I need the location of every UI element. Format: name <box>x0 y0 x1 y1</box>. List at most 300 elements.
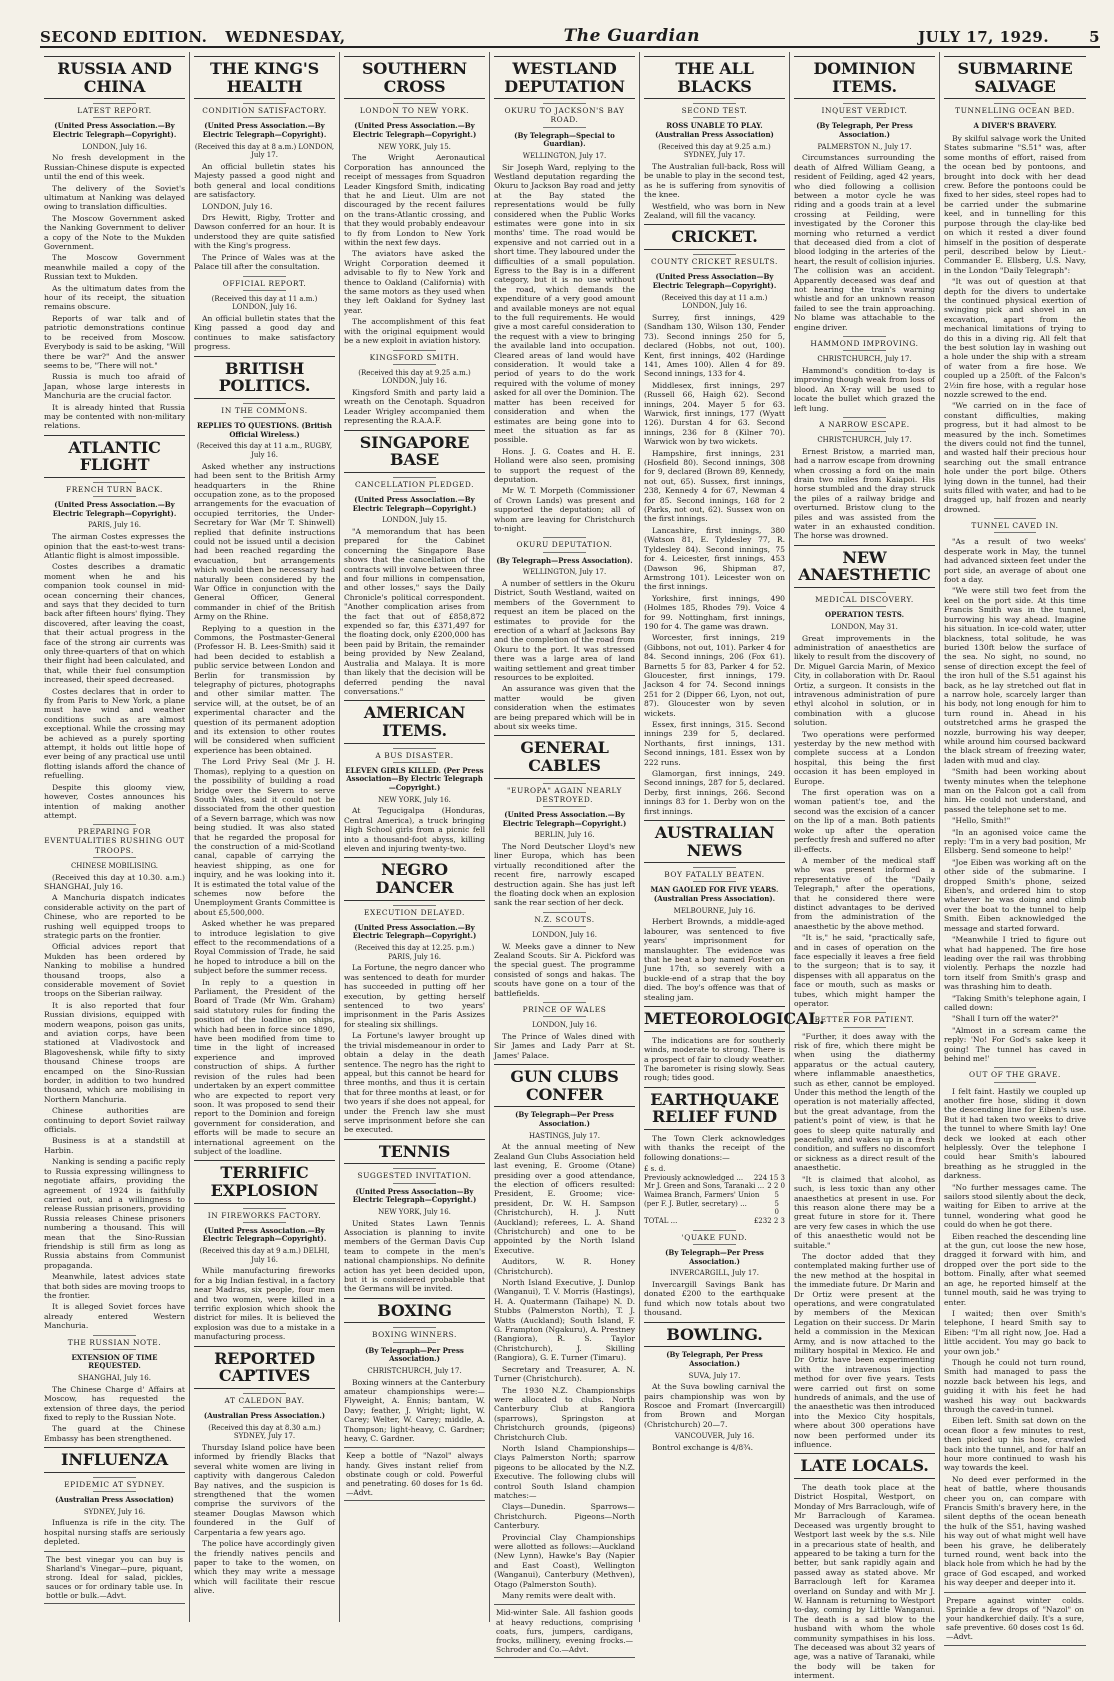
story-dateline: WELLINGTON, July 17. <box>522 568 607 577</box>
story-paragraph: The delivery of the Soviet's ultimatum at Nanking was delayed owing to translation difficulties. <box>44 183 185 212</box>
story-paragraph: No fresh development in the Russian-Chinese dispute is expected until the end of this week. <box>44 153 185 182</box>
story-dateline: CHRISTCHURCH, July 17. <box>817 436 912 445</box>
story-paragraph: Asked whether any instructions had been sent to the British Army headquarters in the Rhine occupation zone, as to the proposed arrangements for the evacuation of occupied territories, the Under-Secretary for War (Mr T. Shinwell) replied that definite instructions could not be issued until a decision had been reached regarding the evacuation, but arrangements which would then be necessary had naturally been considered by the War Office in conjunction with the General Officer, General commander in chief of the British Army on the Rhine. <box>194 461 335 622</box>
story-paragraph: A member of the medical staff who was present informed a representative of the "Daily Telegraph," after the operations, that he considered there were distinct advantages to be derived from the administration of the anaesthetic by the above method. <box>794 855 935 931</box>
story-paragraph: LONDON, July 16. <box>202 201 273 211</box>
story-paragraph: The indications are for southerly winds, moderate to strong. There is a prospect of fair to cloudy weather. The barometer is rising slowly. Seas rough; tides good. <box>644 1035 785 1083</box>
story-headline: GENERAL CABLES <box>494 735 635 778</box>
story-dateline: LONDON, July 15. <box>382 516 447 525</box>
story-source: (By Telegraph—Per Press Association.) <box>515 1110 614 1128</box>
story-headline: BRITISH POLITICS. <box>194 356 335 399</box>
story-paragraph: "A memorandum that has been prepared for the Cabinet concerning the Singapore Base shows that the cancellation of the contracts will involve between three and four millions in compensation, and other losses," says the Daily Chronicle's political correspondent. "Another complication arises from the fact that out of £858,872 expended so far, this £371,497 for the floating dock, only £200,000 has been paid by Britain, the remainder being provided by New Zealand, Australia and Malaya. It is more than likely that the decision will be deferred pending the naval conversations." <box>344 527 485 696</box>
story-paragraph: "Shall I turn off the water?" <box>952 1014 1059 1024</box>
story-source: (Australian Press Association) <box>55 1494 174 1504</box>
news-story <box>794 417 935 541</box>
news-story <box>644 1432 785 1452</box>
story-headline: DOMINION ITEMS. <box>794 56 935 99</box>
story-paragraph: Hammond's condition to-day is improving though weak from loss of blood. An X-ray will be used to locate the bullet which grazed the left lung. <box>794 365 935 413</box>
story-paragraph: "Taking Smith's telephone again, I called down: <box>944 993 1086 1012</box>
story-paragraph: Worcester, first innings, 219 (Gibbons, not out, 101). Parker 4 for 84. Second innings, 206 (Fox 61). Barnetts 5 for 83, Parker 4 for 52. Gloucester, first innings, 179. Jackson 4 for 74. Second innings 251 for 2 (Dipper 66, Lyon, not out, 87). Gloucester won by seven wickets. <box>644 633 785 718</box>
story-paragraph: Influenza is rife in the city. The hospital nursing staffs are seriously depleted. <box>44 1518 185 1547</box>
story-source: (United Press Association.—By Electric Telegraph—Copyright.) <box>352 922 477 941</box>
story-paragraph: The first operation was on a woman patient's toe, and the second was the excision of a cancer on the lip of a man. Both patients woke up after the operation perfectly fresh and suffered no after ill-effects. <box>794 788 935 854</box>
story-paragraph: Yorkshire, first innings, 490 (Holmes 185, Rhodes 79). Voice 4 for 99. Nottingham, first innings, 190 for 4. The game was drawn. <box>644 593 785 631</box>
story-paragraph: The guard at the Chinese Embassy has been strengthened. <box>44 1424 185 1443</box>
story-dateline: PARIS, July 16. <box>87 521 142 530</box>
story-paragraph: "It is," he said, "practically safe, and in cases of operation on the face especially it leaves a free field to the surgeon; that is to say, it dispenses with all apparatus on the face or mouth, such as masks or tubes, which might hamper the operator. <box>794 933 935 1009</box>
fund-label: Mr J. Green and Sons, Taranaki ... <box>644 1182 765 1191</box>
story-paragraph: Eiben left. Smith sat down on the ocean floor a few minutes to rest, then picked up his hose, crawled back into the tunnel, and for half an hour more continued to wash his way towards the keel. <box>944 1416 1086 1473</box>
story-paragraph: Reports of war talk and of patriotic demonstrations continue to be received from Moscow. Everybody is said to be asking, "Will there be war?" And the answer seems to be, "There will not." <box>44 313 185 370</box>
story-subhead: A NARROW ESCAPE. <box>794 417 935 432</box>
story-dateline: LONDON, July 16. <box>82 142 147 151</box>
story-paragraph: At Tegucigalpa (Honduras, Central America), a truck bringing High School girls from a picnic fell into a thousand-foot abyss, killing eleven and injuring twenty-two. <box>344 806 485 853</box>
story-paragraph: An official bulletin states that the King passed a good day and continues to make satisfactory progress. <box>194 314 335 352</box>
story-subhead: OKURU TO JACKSON'S BAY ROAD. <box>494 103 635 127</box>
story-subhead: N.Z. SCOUTS. <box>494 912 635 927</box>
story-headline: EARTHQUAKE RELIEF FUND <box>644 1087 785 1130</box>
story-source: EXTENSION OF TIME REQUESTED. <box>71 1352 158 1371</box>
fund-value: 224 15 3 <box>753 1173 785 1182</box>
story-paragraph: Mr W. T. Morpeth (Commissioner of Crown Lands) was present and supported the deputation; all of whom are leaving for Christchurch to-night. <box>494 486 635 533</box>
story-dateline: WELLINGTON, July 17. <box>522 151 607 160</box>
news-story <box>344 56 485 346</box>
story-dateline: (Received this day at 11 a.m.) LONDON, July 16. <box>661 293 768 311</box>
column-3 <box>340 52 490 1622</box>
story-subhead: INQUEST VERDICT. <box>794 103 935 118</box>
news-story <box>794 1012 935 1449</box>
story-source: (United Press Association.—By Electric Telegraph—Copyright). <box>202 1225 327 1244</box>
story-subhead: LATEST REPORT. <box>44 103 185 118</box>
news-story <box>644 1322 785 1430</box>
story-dateline: (Received this day at 9 a.m.) DELHI, July 16. <box>199 1247 330 1264</box>
story-dateline: (Received this day at 11 a.m.) LONDON, July 16. <box>211 294 318 312</box>
story-paragraph: I felt faint. Hastily we coupled up another fire hose, sliding it down the descending line for Eiben's use. But it had taken two weeks to drive the tunnel to where Smith lay! One deck we looked at each other helplessly. Over the telephone I could hear Smith's laboured breathing as he struggled in the darkness. <box>944 1086 1086 1181</box>
story-paragraph: Boxing winners at the Canterbury amateur championships were:—Flyweight, A. Ennis; bantam, W. Davy; feather, J. Wright; light, W. Carey; Welter, W. Carey; middle, A. Thompson; light-heavy, C. Gardner; heavy, C. Gardner. <box>344 1377 485 1444</box>
story-subhead: A BUS DISASTER. <box>344 748 485 763</box>
news-story <box>494 912 635 998</box>
story-source: (By Telegraph—Per Press Association.) <box>665 1248 764 1266</box>
story-paragraph: Provincial Clay Championships were allotted as follows:—Auckland (New Lynn), Hawke's Bay (Napier and East Coast), Wellington (Wanganui), Canterbury (Methven), Otago (Palmerston South). <box>494 1532 635 1589</box>
story-subhead: PRINCE OF WALES <box>494 1002 635 1017</box>
story-paragraph: Hons. J. G. Coates and H. E. Holland were also seen, promising to support the request of the deputation. <box>494 446 635 484</box>
news-story <box>644 820 785 1002</box>
story-paragraph: The aviators have asked the Wright Corporation deemed it advisable to fly to New York and thence to Oakland (California) with the same motors as they used when they left Oakland for Sydney last year. <box>344 249 485 315</box>
story-source: (United Press Association.—By Electric Telegraph—Copyright.) <box>352 121 477 140</box>
story-paragraph: It is also reported that four Russian divisions, equipped with modern weapons, poison gas units, and aviation corps, have been stationed at Vladivostock and Blagoveshensk, while fifty to sixty thousand Chinese troops are encamped on the Sino-Russian border, in addition to two hundred thousand, which are mobilising in Northern Manchuria. <box>44 1000 185 1104</box>
story-subhead: HAMMOND IMPROVING. <box>794 336 935 351</box>
story-dateline: NEW YORK, July 15. <box>378 142 451 151</box>
story-dateline: INVERCARGILL, July 17. <box>670 1269 759 1278</box>
story-source: (By Telegraph—Per Press Association.) <box>365 1345 464 1364</box>
story-subhead: 'QUAKE FUND. <box>644 1230 785 1245</box>
news-story <box>344 857 485 1134</box>
story-source: (United Press Association—By Electric Telegraph—Copyright). <box>652 272 777 290</box>
news-story <box>194 1160 335 1341</box>
story-dateline: (Received this day at 11 a.m., RUGBY, July 16. <box>196 442 333 460</box>
story-source: A DIVER'S BRAVERY. <box>973 121 1057 131</box>
story-subhead: OUT OF THE GRAVE. <box>944 1067 1086 1082</box>
story-dateline: BERLIN, July 16. <box>534 831 595 840</box>
story-dateline: (Received this day at 8 a.m.) LONDON, July 17. <box>194 142 335 160</box>
story-paragraph: Eiben reached the descending line at the gun, cut loose the new hose, dragged it forward with him, and dropped over the port side to the bottom. Finally, after what seemed an age, he reported himself at the tunnel mouth, said he was trying to enter. <box>944 1231 1086 1307</box>
news-story <box>494 56 635 533</box>
story-source: (By Telegraph—Special to Guardian). <box>514 130 615 149</box>
story-subhead: COUNTY CRICKET RESULTS. <box>644 254 785 269</box>
advertisement: Prepare against winter colds. Sprinkle a few drops of "Nazol" on your handkerchief daily. It's a sure, safe preventive. 60 doses cost 1s 6d.—Advt. <box>944 1592 1086 1646</box>
story-paragraph: A Manchuria dispatch indicates considerable activity on the part of Chinese, who are reported to be rushing well equipped troops to strategic parts on the frontier. <box>44 893 185 940</box>
news-story <box>44 1447 185 1546</box>
story-paragraph: Meanwhile, latest advices state that both sides are moving troops to the frontier. <box>44 1272 185 1300</box>
story-paragraph: The Nord Deutscher Lloyd's new liner Europa, which has been virtually reconditioned after the recent fire, narrowly escaped destruction again. She has just left the floating dock when an explosion sank the rear section of her deck. <box>494 841 635 908</box>
news-story <box>794 545 935 1009</box>
story-paragraph: Lancashire, first innings, 380 (Watson 81, E. Tyldesley 77, R. Tyldesley 84). Second innings, 75 for 4. Leicester, first innings, 453 (Dawson 96, Shipman 87, Armstrong 101). Leicester won on the first innings. <box>644 525 785 592</box>
story-paragraph: Bontrol exchange is 4/8¾. <box>652 1442 753 1452</box>
fund-row <box>644 1182 785 1191</box>
story-paragraph: Hampshire, first innings, 231 (Hosfield 80). Second innings, 308 for 9, declared (Brown 89, Kennedy, not out, 65). Sussex, first innings, 238, Kennedy 4 for 67, Newman 4 for 85. Second innings, 168 for 2 (Parks, not out, 62). Sussex won on the first innings. <box>644 448 785 524</box>
story-subhead: KINGSFORD SMITH. <box>344 350 485 365</box>
news-story <box>44 56 185 431</box>
story-subhead: TUNNEL CAVED IN. <box>944 518 1086 533</box>
story-subhead: TUNNELLING OCEAN BED. <box>944 103 1086 118</box>
story-dateline: LONDON, July 16. <box>532 1021 597 1030</box>
news-story <box>644 1087 785 1162</box>
story-paragraph: At the annual meeting of New Zealand Gun Clubs Association held last evening, E. Groome (Otane) presiding over a good attendance, the election of officers resulted: President, E. Groome; vice-president, Dr. W. H. Sampson (Christchurch), H. J. Nutt (Auckland); referees, L. A. Shand (Christchurch) and one to be appointed by the North Island Executive. <box>494 1142 635 1255</box>
news-story <box>944 1067 1086 1587</box>
news-story <box>344 700 485 853</box>
story-paragraph: Replying to a question in the Commons, the Postmaster-General (Professor H. B. Lees-Smith) said it had been decided to establish a public service between London and Berlin for transmission by telegraphy of pictures, photographs and other similar matter. The service will, at the outset, be of an experimental character and the question of its permanent adoption and its extension to other routes will be considered when sufficient experience has been obtained. <box>194 623 335 755</box>
story-paragraph: "Further, it does away with the risk of fire, which there might be when using the diathermy apparatus or the actual cautery, where inflammable anaesthetics, such as ether, cannot be employed. Under this method the length of the operation is not materially affected, but the great advantage, from the patient's point of view, is that he goes to sleep quite naturally and peacefully, and wakes up in a fresh condition, and suffers no discomfort or sickness as a direct result of the anaesthetic. <box>794 1031 935 1173</box>
news-story <box>194 1346 335 1596</box>
story-subhead: EXECUTION DELAYED. <box>344 905 485 920</box>
advertisement: Mid-winter Sale. All fashion goods at heavy reductions, comprising coats, furs, jumpers, cardigans, frocks, millinery, evening frocks.—Schroder and Co.—Advt. <box>494 1604 635 1658</box>
story-paragraph: Westfield, who was born in New Zealand, will fill the vacancy. <box>644 201 785 221</box>
story-paragraph: Many remits were dealt with. <box>502 1591 616 1601</box>
story-paragraph: It is alleged Soviet forces have already entered Western Manchuria. <box>44 1302 185 1331</box>
story-paragraph: While manufacturing fireworks for a big Indian festival, in a factory near Madras, six people, four men and two women, were killed in a terrific explosion which shook the district for miles. It is believed the explosion was due to a mistake in a manufacturing process. <box>194 1266 335 1342</box>
story-dateline: HASTINGS, July 17. <box>529 1131 600 1140</box>
story-dateline: MELBOURNE, July 16. <box>673 906 756 915</box>
story-subhead: OKURU DEPUTATION. <box>494 537 635 552</box>
story-dateline: (Received this day at 12.25. p.m.) PARIS, July 16. <box>354 944 475 961</box>
story-subhead: LONDON TO NEW YORK. <box>344 103 485 118</box>
story-paragraph: The Australian full-back, Ross will be unable to play in the second test, as he is suffering from synovitis of the knee. <box>644 162 785 200</box>
story-dateline: CHINESE MOBILISING. <box>70 861 159 870</box>
story-subhead: AT CALEDON BAY. <box>194 1393 335 1408</box>
news-story <box>794 1453 935 1680</box>
story-subhead: THE RUSSIAN NOTE. <box>44 1335 185 1350</box>
story-dateline: LONDON, July 16. <box>532 930 597 939</box>
story-source: (United Press Association.—By Electric Telegraph—Copyright.) <box>502 809 627 828</box>
story-paragraph: "Hello, Smith!" <box>952 816 1011 826</box>
story-source: OPERATION TESTS. <box>824 610 905 620</box>
story-headline: NEW ANAESTHETIC <box>794 545 935 588</box>
story-dateline: NEW YORK, July 16. <box>378 1207 451 1216</box>
news-story <box>44 824 185 1330</box>
story-dateline: CHRISTCHURCH, July 17. <box>817 355 912 364</box>
story-subhead: BOY FATALLY BEATEN. <box>644 867 785 882</box>
news-story <box>944 518 1086 1063</box>
news-story <box>794 336 935 413</box>
story-paragraph: "Meanwhile I tried to figure out what had happened. The fire hose leading over the rail was throbbing violently. Perhaps the nozzle had torn itself from Smith's grasp and was thrashing him to death. <box>944 935 1086 992</box>
story-paragraph: United States Lawn Tennis Association is planning to invite members of the German Davis Cup team to compete in the men's national championships. No definite action has yet been decided upon, but it is considered probable that the Germans will be invited. <box>344 1218 485 1294</box>
story-paragraph: Despite this gloomy view, however, Costes announces his intention of making another attempt. <box>44 782 185 820</box>
story-dateline: (Received this day at 9.25 a.m.) SYDNEY, July 17. <box>658 142 771 160</box>
story-paragraph: No deed ever performed in the heat of battle, where thousands cheer you on, can compare with Francis Smith's bravery here, in the silent depths of the ocean beneath the hulk of the S51, having washed his way out of what might well have been his grave, he deliberately turned round, went back into the black hole from which he had by the grace of God escaped, and worked his way deeper and deeper into it. <box>944 1474 1086 1588</box>
story-paragraph: Nanking is sending a pacific reply to Russia expressing willingness to negotiate affairs, providing the agreement of 1924 is faithfully carried out, and a willingness to release Russian prisoners, providing Russia releases Chinese prisoners numbering a thousand. This will mean that the Sino-Russian friendship is still firm as long as Russia abstains from Communist propaganda. <box>44 1157 185 1270</box>
story-headline: TENNIS <box>344 1139 485 1165</box>
story-source: (Australian Press Association.) <box>203 1411 326 1421</box>
story-headline: TERRIFIC EXPLOSION <box>194 1160 335 1203</box>
story-paragraph: The Town Clerk acknowledges with thanks the receipt of the following donations:— <box>644 1133 785 1162</box>
story-subhead: EPIDEMIC AT SYDNEY. <box>44 1477 185 1492</box>
news-story <box>644 56 785 220</box>
story-paragraph: Invercargill Savings Bank has donated £200 to the earthquake fund which now totals about two thousand. <box>644 1280 785 1318</box>
news-story <box>344 430 485 697</box>
story-paragraph: Essex, first innings, 315. Second innings 239 for 5, declared. Northants, first innings, 131. Second innings, 181. Essex won by 222 runs. <box>644 720 785 767</box>
story-headline: SINGAPORE BASE <box>344 430 485 473</box>
story-dateline: NEW YORK, July 16. <box>378 795 451 804</box>
story-source: REPLIES TO QUESTIONS. (British Official Wireless.) <box>197 421 332 439</box>
news-story <box>644 224 785 816</box>
fund-row <box>644 1191 785 1217</box>
story-paragraph: Surrey, first innings, 429 (Sandham 130, Wilson 130, Fender 73). Second innings 250 for 5, declared (Hobbs, not out, 100). Kent, first innings, 402 (Hardinge 141, Ames 100). Allen 4 for 89. Second innings, 133 for 4. <box>644 312 785 379</box>
story-paragraph: Chinese authorities are continuing to deport Soviet railway officials. <box>44 1106 185 1135</box>
edition-label: SECOND EDITION. <box>40 28 208 46</box>
story-paragraph: The death took place at the District Hospital, Westport, on Monday of Mrs Barraclough, wife of Mr Barraclough of Karamea. Deceased was urgently brought to Westport last week by the s.s. Nile in a precarious state of health, and appeared to be taking a turn for the better, but sank rapidly again and passed away as stated above. Mr Barraclough left for Karamea overland on Sunday and with Mr J. W. Hannam is returning to Westport to-day, coming by Little Wanganui. The death is a sad blow to the husband with whom the whole community sympathises in his loss. The deceased was about 32 years of age, was a native of Taranaki, while the body will be taken for interment. <box>794 1483 935 1681</box>
advertisement: Keep a bottle of "Nazol" always handy. Gives instant relief from obstinate cough or cold. Powerful and penetrating. 60 doses for 1s 6d.—Advt. <box>344 1447 485 1501</box>
story-paragraph: "As a result of two weeks' desperate work in May, the tunnel had advanced sixteen feet under the port side, an average of about one foot a day. <box>944 537 1086 585</box>
news-story <box>494 1064 635 1600</box>
story-paragraph: I waited; then over Smith's telephone, I heard Smith say to Eiben: "I'm all right now, Joe. Had a little accident. You may go back to your own job." <box>944 1308 1086 1356</box>
story-headline: METEOROLOGICAL. <box>644 1006 785 1032</box>
story-subhead: MEDICAL DISCOVERY. <box>794 592 935 607</box>
story-source: (United Press Association.—By Electric Telegraph—Copyright). <box>202 121 327 140</box>
fund-row <box>644 1174 785 1183</box>
news-story <box>344 1139 485 1294</box>
story-paragraph: Middlesex, first innings, 297 (Russell 66, Haigh 62). Second innings, 204. Mayer 5 for 63. Warwick, first innings, 177 (Wyatt 126). Durstan 4 for 63. Second innings, 236 for 8 (Kilner 70). Warwick won by two wickets. <box>644 380 785 447</box>
story-headline: RUSSIA AND CHINA <box>44 56 185 99</box>
story-paragraph: Asked whether he was prepared to introduce legislation to give effect to the recommendations of a Royal Commission of Trade, he said he hoped to introduce a bill on the subject before the summer recess. <box>194 919 335 976</box>
story-paragraph: An assurance was given that the matter would be given consideration when the estimates are being prepared which will be in about six weeks time. <box>494 684 635 731</box>
story-paragraph: "We carried on in the face of constant difficulties, making progress, but it had almost to be measured by the inch. Sometimes the divers could not find the tunnel, and wasted half their precious hour searching out the small entrance hole under the port bilge. Others lying down in the tunnel, had their suits filled with water, and had to be dragged up, half frozen and nearly drowned. <box>944 401 1086 514</box>
story-headline: BOXING <box>344 1298 485 1324</box>
news-story <box>194 356 335 1157</box>
news-story <box>44 435 185 821</box>
story-paragraph: "It is claimed that alcohol, as such, is less toxic than any other anaesthetics at present in use. For this reason alone there may be a great future in store for it. There are very few cases in which the use of this anaesthetic would not be suitable." <box>794 1174 935 1250</box>
story-paragraph: Clays—Dunedin. Sparrows—Christchurch. Pigeons—North Canterbury. <box>494 1502 635 1531</box>
masthead <box>40 26 1100 48</box>
story-dateline: SUVA, July 17. <box>688 1371 741 1380</box>
story-source: (United Press Association.—By Electric Telegraph—Copyright). <box>52 500 177 518</box>
news-story <box>194 276 335 352</box>
story-headline: ATLANTIC FLIGHT <box>44 435 185 478</box>
news-story <box>194 56 335 272</box>
story-paragraph: "Smith had been working about twenty minutes when the telephone man on the Falcon got a call from him. He could not understand, and passed the telephone set to me. <box>944 767 1086 814</box>
story-headline: AUSTRALIAN NEWS <box>644 820 785 863</box>
story-paragraph: Herbert Brownds, a middle-aged labourer, was sentenced to five years' imprisonment for manslaughter. The evidence was that he beat a boy named Foster on June 17th, so severely with a buckle-end of a strap that the boy died. The boy's offence was that of stealing jam. <box>644 917 785 1002</box>
story-source: (By Telegraph—Press Association). <box>496 555 633 565</box>
column-4 <box>490 52 640 1655</box>
story-paragraph: The Prince of Wales was at the Palace till after the consultation. <box>194 252 335 272</box>
fund-label: Waimea Branch, Farmers' Union (per F. J. Butler, secretary) ... <box>644 1191 760 1208</box>
story-paragraph: W. Meeks gave a dinner to New Zealand Scouts. Sir A. Pickford was the special guest. The programme consisted of songs and hakas. The scouts have gone on a tour of the battlefields. <box>494 941 635 998</box>
story-paragraph: "We were still two feet from the keel on the port side. At this time Francis Smith was in the tunnel, burrowing his way ahead. Imagine his situation. In ice-cold water, utter blackness, total solitude, he was buried 130ft below the surface of the sea. No sight, no sound, no sense of direction except the feel of the iron hull of the S.51 against his back, as he lay stretched out flat in a narrow hole, scarcely larger than his body, not long enough for him to turn round in. Ahead in his outstretched arms he grasped the nozzle, burrowing his way deeper, while around him coursed backward the black stream of freezing water, laden with mud and clay. <box>944 586 1086 765</box>
story-source: (By Telegraph, Per Press Association.) <box>666 1350 763 1368</box>
story-paragraph: Great improvements in the administration of anaesthetics are likely to result from the discovery of Dr. Miguel Garcia Marin, of Mexico City, in collaboration with Dr. Raoul Ortiz, a surgeon. It consists in the intravenous administration of pure ethyl alcohol in solution, or in combination with a glucose solution. <box>794 633 935 728</box>
fund-row <box>644 1217 785 1226</box>
page-number: 5 <box>1089 28 1100 46</box>
story-paragraph: The airman Costes expresses the opinion that the east-to-west trans-Atlantic flight is almost impossible. <box>44 532 185 560</box>
story-paragraph: Business is at a standstill at Harbin. <box>44 1136 185 1155</box>
story-paragraph: North Island Executive, J. Dunlop (Wanganui), T. V. Morris (Hastings), H. A. Quatermann (Taihape) N. D. Stubbs (Palmerston North), T. J. Watts (Auckland); South Island, F. G. Frampton (Ngakuru), A. Prestney (Rangiora), R. S. Taylor (Christchurch), J. Skilling (Rangiora), G. E. Turner (Timaru). <box>494 1278 635 1363</box>
story-subhead: PREPARING FOR EVENTUALITIES RUSHING OUT TROOPS. <box>44 824 185 858</box>
story-subhead: "EUROPA" AGAIN NEARLY DESTROYED. <box>494 783 635 807</box>
fund-table <box>644 1165 785 1226</box>
story-subhead: BOXING WINNERS. <box>344 1327 485 1342</box>
story-paragraph: Though he could not turn round, Smith had managed to pass the nozzle back between his legs, and guiding it with his feet he had washed his way out backwards through the caved-in tunnel. <box>944 1357 1086 1414</box>
story-subhead: CONDITION SATISFACTORY. <box>194 103 335 118</box>
news-story <box>794 56 935 332</box>
story-dateline: PALMERSTON N., July 17. <box>817 142 912 151</box>
story-paragraph: In reply to a question in Parliament, the President of the Board of Trade (Mr Wm. Graham) said statutory rules for finding the position of the loadline on ships, which had been in force since 1890, have been modified from time to time in the light of increased experience and improved construction of ships. A further revision of the rules had been undertaken by an expert committee who are expected to report very soon. It was proposed to send their report to the Dominion and foreign government for consideration, and efforts will be made to secure an international agreement on the subject of the loadline. <box>194 977 335 1156</box>
news-story <box>644 1006 825 1083</box>
fund-label: TOTAL ... <box>644 1217 678 1226</box>
story-dateline: SYDNEY, July 16. <box>83 1507 146 1516</box>
fund-header: £ s. d. <box>644 1165 666 1174</box>
story-paragraph: By skilful salvage work the United States submarine "S.51" was, after some months of effort, raised from the ocean bed by pontoons, and brought into dock with her dead crew. Before the pontoons could be fixed to her sides, steel ropes had to be carried under the submarine keel, and in tunnelling for this purpose through the clay-like bed on which it rested a diver found himself in the position of desperate peril, described below by Lieut.-Commander E. Ellsberg, U.S. Navy, in the London "Daily Telegraph": <box>944 134 1086 275</box>
paper-name: The Guardian <box>563 26 700 46</box>
story-paragraph: "Joe Eiben was working aft on the other side of the submarine. I dropped Smith's phone, seized Eiben's, and ordered him to stop whatever he was doing and climb over the boat to the tunnel to help Smith. Eiben acknowledged the message and started forward. <box>944 857 1086 933</box>
story-subhead: BETTER FOR PATIENT. <box>794 1012 935 1027</box>
story-paragraph: It is already hinted that Russia may be contented with non-military relations. <box>44 402 185 431</box>
fund-value: 2 2 0 <box>767 1182 785 1191</box>
story-headline: LATE LOCALS. <box>794 1453 935 1479</box>
story-subhead: OFFICIAL REPORT. <box>194 276 335 291</box>
story-subhead: IN FIREWORKS FACTORY. <box>194 1208 335 1223</box>
story-paragraph: Sir Joseph Ward, replying to the Westland deputation regarding the Okuru to Jackson Bay road and jetty at the Bay stated the representations would be fully considered when the Public Works estimates were gone into in six months' time. The road would be expensive and not carried out in a short time. They laboured under the difficulties of a small population. Egress to the Bay is in a different category, but it is no use without the road, which demands the expenditure of a very good amount and available moneys are not equal to the full requirements. He would give a most careful consideration to the request with a view to bringing the available land into occupation. Cleared areas of land would have consideration. It would take a period of years to do the work required with the volume of money asked for all over the Dominion. The matter has been received for consideration and when the estimates are being gone into to meet the situation as far as possible. <box>494 162 635 445</box>
story-headline: THE KING'S HEALTH <box>194 56 335 99</box>
story-paragraph: La Fortune's lawyer brought up the trivial misdemeanour in order to obtain a delay in the death sentence. The negro has the right to appeal, but this cannot be heard for three months, and thus it is certain that for three months at least, or for two years if she does not appeal, for under the French law she must serve imprisonment before she can be executed. <box>344 1031 485 1135</box>
story-paragraph: Official advices report that Mukden has been ordered by Nanking to mobilise a hundred thousand troops, also a considerable movement of Soviet troops on the Siberian railway. <box>44 942 185 999</box>
story-headline: SUBMARINE SALVAGE <box>944 56 1086 99</box>
story-paragraph: Glamorgan, first innings, 249. Second innings, 287 for 5, declared. Derby, first innings, 266. Second innings 83 for 1. Derby won on the first innings. <box>644 769 785 816</box>
story-paragraph: Drs Hewitt, Rigby, Trotter and Dawson conferred for an hour. It is understood they are quite satisfied with the King's progress. <box>194 213 335 251</box>
day-label: WEDNESDAY, <box>225 28 346 46</box>
fund-value: £232 2 3 <box>753 1217 785 1226</box>
story-paragraph: The Chinese Charge d' Affairs at Moscow, has requested the extension of three days, the period fixed to reply to the Russian Note. <box>44 1384 185 1422</box>
story-paragraph: "No further messages came. The sailors stood silently about the deck, waiting for Eiben to arrive at the tunnel, wondering what good he could do when he got there. <box>944 1182 1086 1230</box>
story-dateline: VANCOUVER, July 16. <box>674 1432 755 1441</box>
story-headline: GUN CLUBS CONFER <box>494 1064 635 1107</box>
story-subhead: IN THE COMMONS. <box>194 403 335 418</box>
column-2 <box>190 52 340 1622</box>
story-paragraph: Kingsford Smith and party laid a wreath on the Cenotaph. Squadron Leader Wrigley accompanied them representing the R.A.A.F. <box>344 388 485 426</box>
story-paragraph: The accomplishment of this feat with the original equipment would be a new exploit in aviation history. <box>344 317 485 346</box>
news-story <box>644 1230 785 1318</box>
story-paragraph: Two operations were performed yesterday by the new method with complete success at a London hospital, this being the first occasion it has been employed in Europe. <box>794 729 935 786</box>
story-headline: BOWLING. <box>644 1322 785 1348</box>
story-dateline: (Received this day at 8.30 a.m.) SYDNEY, July 17. <box>208 1423 321 1441</box>
story-paragraph: The Prince of Wales dined with Sir James and Lady Parr at St. James' Palace. <box>494 1031 635 1060</box>
news-story <box>494 537 635 731</box>
story-paragraph: The Wright Aeronautical Corporation has announced the receipt of messages from Squadron Leader Kingsford Smith, indicating that he and Lieut. Ulm are not discouraged by the recent failures on the trans-Atlantic crossing, and that they would probably endeavour to fly from London to New York within the next few days. <box>344 153 485 248</box>
story-paragraph: The 1930 N.Z. Championships were allocated to clubs. North Canterbury Club at Rangiora (sparrows), Springston at Christchurch grounds, (pigeons) Christchurch Club. <box>494 1385 635 1442</box>
story-paragraph: The Moscow Government meanwhile mailed a copy of the Russian text to Mukden. <box>44 253 185 282</box>
story-paragraph: North Island Championships—Clays Palmerston North; sparrow pigeons to be allocated by the N.Z. Executive. The following clubs will control South Island champion matches:— <box>494 1443 635 1500</box>
story-dateline: (Received this day at 9.25 a.m.) LONDON, July 16. <box>358 368 471 386</box>
story-source: (United Press Association.—By Electric Telegraph—Copyright.) <box>352 495 477 513</box>
story-source: MAN GAOLED FOR FIVE YEARS. (Australian Press Association). <box>650 885 779 904</box>
date-label: JULY 17, 1929. <box>918 28 1050 46</box>
story-paragraph: Circumstances surrounding the death of Alfred William Geang, a resident of Feilding, aged 42 years, who died following a collision between a motor cycle he was riding and a goods train at a level crossing at Feilding, were investigated by the Coroner this morning who returned a verdict that deceased died from a clot of blood lodging in the arteries of the heart, the result of collision injuries. The collision was an accident. Apparently deceased was deaf and not hearing the train's warning whistle and for an unknown reason failed to see the train approaching. No blame was attachable to the engine driver. <box>794 153 935 332</box>
news-story <box>44 1335 185 1444</box>
story-subhead: CANCELLATION PLEDGED. <box>344 477 485 492</box>
story-headline: WESTLAND DEPUTATION <box>494 56 635 99</box>
column-7 <box>940 52 1090 1642</box>
news-story <box>494 1002 635 1060</box>
news-story <box>494 735 635 907</box>
story-paragraph: The police have accordingly given the friendly natives pencils and paper to take to the women, on which they may write a message which will facilitate their rescue alive. <box>194 1539 335 1596</box>
story-paragraph: "In an agonised voice came the reply: 'I'm in a very bad position, Mr Ellsberg. Send someone to help!' <box>944 827 1086 856</box>
advertisement: The best vinegar you can buy is Sharland's Vinegar—pure, piquant, strong. Ideal for salad, pickles, sauces or for ordinary table use. In bottle or bulk.—Advt. <box>44 1551 185 1605</box>
story-paragraph: Secretary and Treasurer, A. N. Turner (Christchurch). <box>494 1364 635 1384</box>
story-paragraph: The doctor added that they contemplated making further use of the new method at the hospital in the immediate future. Dr Marin and Dr Ortiz were present at the operations, and were congratulated by members of the Mexican Legation on their success. Dr Marin held a commission in the Mexican Army, and is now attached to the military hospital in Mexico. He and Dr Ortiz have been experimenting with the intravenous injection method for over five years. Tests were carried out first on some hundreds of animals, and the use of the anaesthetic was then introduced into the Mexico City hospitals, where about 300 operations have now been performed under its influence. <box>794 1251 935 1450</box>
story-paragraph: The Moscow Government asked the Nanking Government to deliver a copy of the Note to the Mukden Government. <box>44 213 185 252</box>
story-paragraph: Russia is much too afraid of Japan, whose large interests in Manchuria are the crucial factor. <box>44 372 185 401</box>
news-story <box>344 350 485 426</box>
news-story <box>344 1298 485 1444</box>
story-headline: CRICKET. <box>644 224 785 250</box>
story-paragraph: (Received this day at 10.30. a.m.) SHANGHAI, July 16. <box>44 872 185 891</box>
story-headline: THE ALL BLACKS <box>644 56 785 99</box>
story-paragraph: The Lord Privy Seal (Mr J. H. Thomas), replying to a question on the possibility of building a road bridge over the Severn to serve South Wales, said it could not be dissociated from the other question of a Severn barrage, which was now being studied. It was also stated that he regarded the proposal for the construction of a mid-Scotland canal, capable of carrying the heaviest shipping, as one for inquiry, and he was looking into it. It is estimated the total value of the schemes now before the Unemployment Grants Committee is about £5,500,000. <box>194 757 335 917</box>
story-paragraph: Costes declares that in order to fly from Paris to New York, a plane must have wind and weather conditions such as are almost exceptional. While the crossing may be achieved as a purely sporting attempt, it holds out little hope of ever being of any practical use until flotting islands afford the chance of refuelling. <box>44 686 185 781</box>
story-source: (United Press Association—By Electric Telegraph—Copyright.) <box>352 1186 477 1205</box>
story-subhead: SECOND TEST. <box>644 103 785 118</box>
story-paragraph: At the Suva bowling carnival the pairs championship was won by Roscoe and Fromart (Invercargill) from Brown and Morgan (Christchurch) 20—7. <box>644 1382 785 1429</box>
story-headline: INFLUENZA <box>44 1447 185 1473</box>
fund-value: 5 5 0 <box>774 1191 779 1217</box>
story-source: ROSS UNABLE TO PLAY. (Australian Press Association) <box>655 121 774 140</box>
story-headline: REPORTED CAPTIVES <box>194 1346 335 1389</box>
story-paragraph: An official bulletin states his Majesty passed a good night and both general and local conditions are satisfactory. <box>194 162 335 200</box>
story-paragraph: Costes describes a dramatic moment when he and his companion took counsel in mid-ocean concerning their chances, and says that they decided to turn back after fifteen hours' flying. They discovered, after leaving the coast, that their actual progress in the face of the strong air currents was only three-quarters of that on which their flight had been calculated, and that, while their fuel consumption increased, their speed decreased. <box>44 562 185 685</box>
story-dateline: SHANGHAI, July 16. <box>78 1374 151 1383</box>
story-paragraph: "Almost in a scream came the reply: 'No! For God's sake keep it going! The tunnel has caved in behind me!' <box>944 1025 1086 1063</box>
story-source: (By Telegraph, Per Press Association.) <box>816 121 913 140</box>
column-1 <box>40 52 190 1622</box>
story-headline: SOUTHERN CROSS <box>344 56 485 99</box>
story-source: ELEVEN GIRLS KILLED. (Per Press Association—By Electric Telegraph—Copyright.) <box>345 765 484 793</box>
story-paragraph: A number of settlers in the Okuru District, South Westland, waited on members of the Government to request an item be placed on the estimates to provide for the erection of a wharf at Jacksons Bay and the completion of the road from Okuru to the port. It was stressed there was a large area of land waiting settlement and great timber resources to be exploited. <box>494 578 635 682</box>
story-headline: AMERICAN ITEMS. <box>344 700 485 743</box>
news-story <box>944 56 1086 514</box>
story-subhead: SUGGESTED INVITATION. <box>344 1168 485 1183</box>
story-paragraph: Auditors, W. R. Honey (Christchurch). <box>494 1257 635 1276</box>
story-paragraph: Thursday Island police have been informed by friendly Blacks that several white women are living in captivity with dangerous Caledon Bay natives, and the suspicion is strengthened that the women comprise the survivors of the steamer Douglas Mawson which foundered in the Gulf of Carpentaria a few years ago. <box>194 1443 335 1537</box>
fund-label: Previously acknowledged ... <box>644 1173 744 1182</box>
column-5 <box>640 52 825 1622</box>
story-paragraph: La Fortune, the negro dancer who was sentenced to death for murder has succeeded in putting off her execution, by getting herself sentenced to two years' imprisonment in the Paris Assizes for stealing six shillings. <box>344 963 485 1029</box>
story-source: (United Press Association.—By Electric Telegraph—Copyright). <box>52 121 177 140</box>
story-dateline: CHRISTCHURCH, July 17. <box>367 1366 462 1375</box>
story-paragraph: "It was out of question at that depth for the divers to undertake the continued physical exertion of swinging pick and shovel in an excavation, apart from the mechanical limitations of trying to do this in a diving rig. All felt that the best solution lay in washing out a hole under the ship with a stream of water from a fire hose. We coupled up a 250ft. of the Falcon's 2½in fire hose, with a regular hose nozzle screwed to the end. <box>944 277 1086 399</box>
story-headline: NEGRO DANCER <box>344 857 485 900</box>
story-dateline: LONDON, May 31. <box>831 622 898 631</box>
columns <box>40 52 1100 1681</box>
story-subhead: FRENCH TURN BACK. <box>44 482 185 497</box>
